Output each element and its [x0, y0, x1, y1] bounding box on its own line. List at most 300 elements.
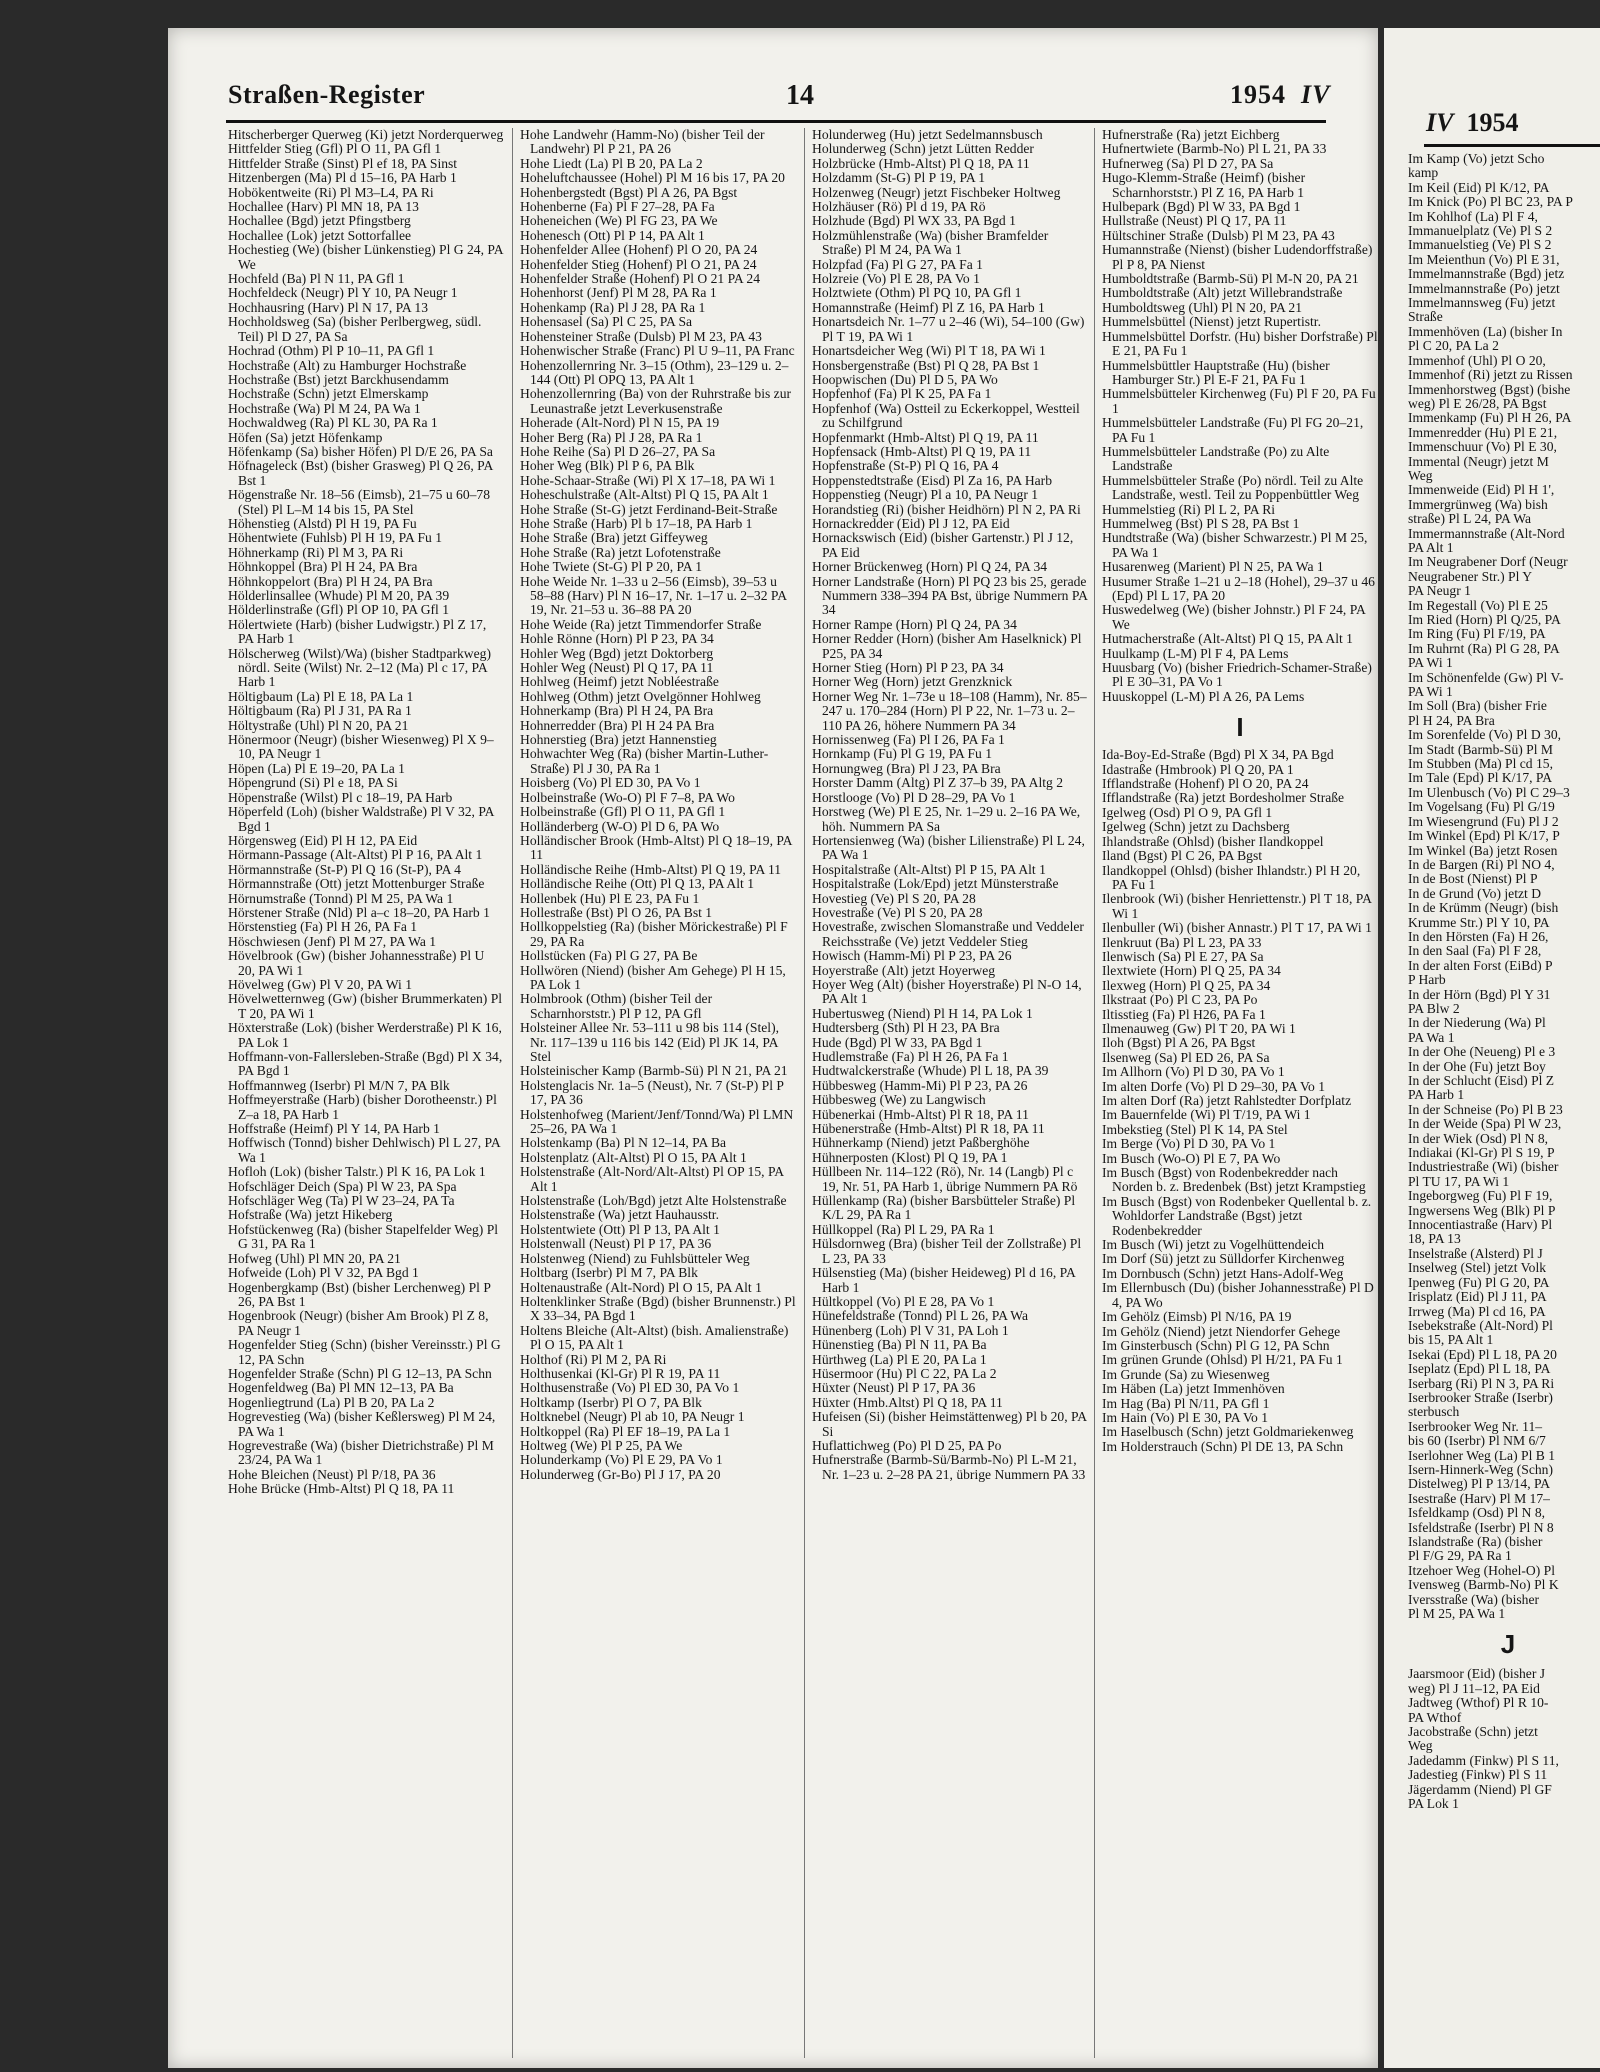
register-entry: Hitzenbergen (Ma) Pl d 15–16, PA Harb 1	[228, 170, 457, 186]
register-entry: Hufeisen (Si) (bisher Heimstättenweg) Pl b 20, PA Si	[812, 1409, 1087, 1439]
register-entry: Hogrevestieg (Wa) (bisher Keßlersweg) Pl M 24, PA Wa 1	[228, 1409, 496, 1439]
register-entry: Hopfenmarkt (Hmb-Altst) Pl Q 19, PA 11	[812, 429, 1039, 445]
register-entry: Hummelsbüttel Dorfstr. (Hu) bisher Dorfstraße) Pl E 21, PA Fu 1	[1102, 328, 1378, 359]
next-page-line: bis 15, PA Alt 1	[1408, 1332, 1494, 1348]
next-page-line: weg) Pl J 11–12, PA Eid	[1408, 1680, 1540, 1696]
register-entry: Hopfenhof (Fa) Pl K 25, PA Fa 1	[812, 386, 992, 402]
next-volume: IV	[1426, 108, 1454, 137]
register-entry: Im Gehölz (Niend) jetzt Niendorfer Gehege	[1102, 1323, 1341, 1339]
register-entry: Hopfensack (Hmb-Altst) Pl Q 19, PA 11	[812, 443, 1032, 459]
register-entry: Hörmannstraße (St-P) Pl Q 16 (St-P), PA 4	[228, 861, 461, 877]
register-entry: Holstenstraße (Wa) jetzt Hauhausstr.	[520, 1207, 719, 1223]
register-entry: Hültkoppel (Vo) Pl E 28, PA Vo 1	[812, 1293, 995, 1309]
register-entry: Holunderweg (Hu) jetzt Sedelmannsbusch	[812, 128, 1043, 142]
register-entry: Hobökentweite (Ri) Pl M3–L4, PA Ri	[228, 184, 434, 200]
register-entry: Horner Weg Nr. 1–73e u 18–108 (Hamm), Nr. 85–247 u. 170–284 (Horn) Pl P 22, Nr. 1–73 u. 2–110 PA 26, höhere Nummern PA 34	[812, 688, 1087, 733]
register-entry: Hullstraße (Neust) Pl Q 17, PA 11	[1102, 213, 1287, 229]
next-page-line: Ivensweg (Barmb-No) Pl K	[1408, 1577, 1559, 1593]
register-entry: Hopfenstraße (St-P) Pl Q 16, PA 4	[812, 458, 999, 474]
register-entry: Hummelsbüttel (Nienst) jetzt Rupertistr.	[1102, 314, 1321, 330]
register-entry: Homannstraße (Heimf) Pl Z 16, PA Harb 1	[812, 299, 1045, 315]
register-entry: Hulbepark (Bgd) Pl W 33, PA Bgd 1	[1102, 199, 1301, 215]
register-entry: Hübenerstraße (Hmb-Altst) Pl R 18, PA 11	[812, 1121, 1045, 1137]
register-entry: Im Ellernbusch (Du) (bisher Johannesstraße) Pl D 4, PA Wo	[1102, 1280, 1374, 1310]
register-entry: Ilkstraat (Po) Pl C 23, PA Po	[1102, 992, 1258, 1008]
register-entry: Hochhausring (Harv) Pl N 17, PA 13	[228, 299, 428, 315]
next-page-line: Im Schönenfelde (Gw) Pl V-	[1408, 669, 1564, 685]
register-entry: Honsbergenstraße (Bst) Pl Q 28, PA Bst 1	[812, 357, 1040, 373]
register-entry: Horner Stieg (Horn) Pl P 23, PA 34	[812, 660, 1004, 676]
next-page-line: Im Sorenfelde (Vo) Pl D 30,	[1408, 727, 1562, 743]
next-page-line: PA Alt 1	[1408, 539, 1454, 555]
register-entry: Hudtersberg (Sth) Pl H 23, PA Bra	[812, 1020, 1000, 1036]
next-page-line: Immergrünweg (Wa) bish	[1408, 496, 1548, 512]
register-entry: Hutmacherstraße (Alt-Altst) Pl Q 15, PA Alt 1	[1102, 631, 1353, 647]
register-entry: Holsteiner Allee Nr. 53–111 u 98 bis 114 (Stel), Nr. 117–139 u 116 bis 142 (Eid) Pl JK 14, PA Stel	[520, 1020, 780, 1064]
next-page-line: Im Ried (Horn) Pl Q/25, PA	[1408, 612, 1561, 627]
register-entry: Holbeinstraße (Wo-O) Pl F 7–8, PA Wo	[520, 789, 735, 805]
register-entry: Huswedelweg (We) (bisher Johnstr.) Pl F 24, PA We	[1102, 602, 1366, 632]
register-entry: Hünefeldstraße (Tonnd) Pl L 26, PA Wa	[812, 1308, 1029, 1324]
register-entry: Ida-Boy-Ed-Straße (Bgd) Pl X 34, PA Bgd	[1102, 747, 1334, 763]
register-entry: Holmbrook (Othm) (bisher Teil der Scharnhorststr.) Pl P 12, PA Gfl	[520, 991, 713, 1021]
register-entry: Hohe Weide Nr. 1–33 u 2–56 (Eimsb), 39–53 u 58–88 (Harv) Pl N 16–17, Nr. 1–17 u. 2–32 PA 19, Nr. 21–53 u. 36–88 PA 20	[520, 573, 787, 618]
register-entry: Im Busch (Bgst) von Rodenbeker Quellental b. z. Wohldorfer Landstraße (Bgst) jetzt Rodenbekredder	[1102, 1193, 1372, 1238]
register-entry: Humboldtstraße (Barmb-Sü) Pl M-N 20, PA 21	[1102, 271, 1359, 287]
register-entry: Humboldtsweg (Uhl) Pl N 20, PA 21	[1102, 299, 1303, 315]
register-entry: Hönermoor (Neugr) (bisher Wiesenweg) Pl X 9–10, PA Neugr 1	[228, 732, 494, 762]
register-entry: Hoffstraße (Heimf) Pl Y 14, PA Harb 1	[228, 1121, 440, 1137]
next-page-line: PA Harb 1	[1408, 1087, 1465, 1103]
register-entry: Höpengrund (Si) Pl e 18, PA Si	[228, 775, 398, 791]
next-page-line: 18, PA 13	[1408, 1231, 1461, 1247]
register-entry: Holstenplatz (Alt-Altst) Pl O 15, PA Alt 1	[520, 1149, 747, 1165]
next-year: 1954	[1466, 108, 1519, 137]
register-entry: Hörgensweg (Eid) Pl H 12, PA Eid	[228, 832, 418, 848]
register-entry: Hornackswisch (Eid) (bisher Gartenstr.) Pl J 12, PA Eid	[812, 530, 1074, 560]
register-entry: Hoppenstedtstraße (Eisd) Pl Za 16, PA Harb	[812, 472, 1053, 488]
next-page-line: In der alten Forst (EiBd) P	[1408, 957, 1553, 973]
register-entry: Hörnumstraße (Tonnd) Pl M 25, PA Wa 1	[228, 890, 454, 906]
next-page-line: Im Tale (Epd) Pl K/17, PA	[1408, 770, 1553, 786]
next-page-line: Ipenweg (Fu) Pl G 20, PA	[1408, 1274, 1550, 1290]
register-entry: Hochallee (Harv) Pl MN 18, PA 13	[228, 199, 419, 215]
register-entry: Hofstraße (Wa) jetzt Hikeberg	[228, 1207, 393, 1223]
register-entry: Holthusenkai (Kl-Gr) Pl R 19, PA 11	[520, 1365, 721, 1381]
next-page-line: Inselstraße (Alsterd) Pl J	[1408, 1245, 1543, 1261]
register-entry: Holunderweg (Schn) jetzt Lütten Redder	[812, 141, 1034, 157]
next-page-line: Immental (Neugr) jetzt M	[1408, 453, 1549, 469]
register-entry: Holstenstraße (Loh/Bgd) jetzt Alte Holstenstraße	[520, 1193, 787, 1209]
register-entry: Hohensasel (Sa) Pl C 25, PA Sa	[520, 314, 693, 330]
register-entry: Hovestieg (Ve) Pl S 20, PA 28	[812, 890, 976, 906]
register-entry: Högenstraße Nr. 18–56 (Eimsb), 21–75 u 60–78 (Stel) Pl L–M 14 bis 15, PA Stel	[228, 487, 491, 517]
register-entry: Höhenstieg (Alstd) Pl H 19, PA Fu	[228, 515, 417, 531]
register-entry: Humboldtstraße (Alt) jetzt Willebrandstraße	[1102, 285, 1343, 301]
register-entry: Hochfeld (Ba) Pl N 11, PA Gfl 1	[228, 271, 405, 287]
register-entry: Holunderweg (Gr-Bo) Pl J 17, PA 20	[520, 1466, 721, 1482]
register-entry: Höhnerkamp (Ri) Pl M 3, PA Ri	[228, 544, 404, 560]
register-entry: Hohenzollernring Nr. 3–15 (Othm), 23–129 u. 2–144 (Ott) Pl OPQ 13, PA Alt 1	[520, 357, 789, 387]
next-page-line: Weg	[1408, 1738, 1433, 1754]
register-entry: Hummelsbüttler Hauptstraße (Hu) (bisher Hamburger Str.) Pl E-F 21, PA Fu 1	[1102, 357, 1330, 387]
next-page-line: Immelmannstraße (Bgd) jetz	[1408, 266, 1565, 282]
register-entry: Hochholdsweg (Sa) (bisher Perlbergweg, südl. Teil) Pl D 27, PA Sa	[228, 314, 482, 344]
register-entry: Im Haselbusch (Schn) jetzt Goldmariekenweg	[1102, 1424, 1354, 1440]
register-entry: Ilenkruut (Ba) Pl L 23, PA 33	[1102, 934, 1262, 950]
register-entry: Huulkamp (L-M) Pl F 4, PA Lems	[1102, 645, 1289, 661]
register-entry: Hölscherweg (Wilst)/Wa) (bisher Stadtparkweg) nördl. Seite (Wilst) Nr. 2–12 (Ma) Pl c 17, PA Harb 1	[228, 645, 491, 690]
register-entry: Hohenfelder Straße (Hohenf) Pl O 21 PA 24	[520, 271, 760, 287]
register-entry: Hoheluftchaussee (Hohel) Pl M 16 bis 17, PA 20	[520, 170, 785, 186]
next-page-line: Jadtweg (Wthof) Pl R 10-	[1408, 1695, 1549, 1711]
register-entry: Holzbrücke (Hmb-Altst) Pl Q 18, PA 11	[812, 155, 1030, 171]
register-entry: Holländischer Brook (Hmb-Altst) Pl Q 18–19, PA 11	[520, 832, 792, 863]
register-entry: Hummelsbütteler Landstraße (Po) zu Alte Landstraße	[1102, 443, 1330, 474]
register-entry: Hünenstieg (Ba) Pl N 11, PA Ba	[812, 1337, 987, 1353]
next-page-line: P Harb	[1408, 972, 1446, 988]
register-entry: Im Busch (Wi) jetzt zu Vogelhüttendeich	[1102, 1237, 1325, 1253]
next-page-line: Isern-Hinnerk-Weg (Schn)	[1408, 1461, 1553, 1477]
register-entry: Hofschläger Deich (Spa) Pl W 23, PA Spa	[228, 1178, 457, 1194]
register-entry: Hogenbrook (Neugr) (bisher Am Brook) Pl Z 8, PA Neugr 1	[228, 1308, 489, 1338]
next-page-line: In der Weide (Spa) Pl W 23,	[1408, 1116, 1562, 1132]
register-entry: Holtknebel (Neugr) Pl ab 10, PA Neugr 1	[520, 1409, 745, 1425]
register-entry: Husarenweg (Marient) Pl N 25, PA Wa 1	[1102, 559, 1324, 575]
next-page-line: Immenhorstweg (Bgst) (bishe	[1408, 381, 1571, 397]
register-entry: Hochwaldweg (Ra) Pl KL 30, PA Ra 1	[228, 415, 438, 431]
register-entry: Hoyer Weg (Alt) (bisher Hoyerstraße) Pl N-O 14, PA Alt 1	[812, 976, 1082, 1007]
next-page-line: Im Ring (Fu) Pl F/19, PA	[1408, 626, 1546, 642]
register-entry: Hummelweg (Bst) Pl S 28, PA Bst 1	[1102, 515, 1300, 531]
register-entry: Hüllbeen Nr. 114–122 (Rö), Nr. 14 (Langb) Pl c 19, Nr. 51, PA Harb 1, übrige Nummern PA Rö	[812, 1164, 1078, 1194]
next-page-line: Im Vogelsang (Fu) Pl G/19	[1408, 799, 1555, 815]
register-entry: Hohe-Schaar-Straße (Wi) Pl X 17–18, PA Wi 1	[520, 472, 776, 488]
register-entry: Hüxter (Hmb.Altst) Pl Q 18, PA 11	[812, 1394, 1003, 1410]
register-entry: Hohlweg (Heimf) jetzt Nobléestraße	[520, 674, 719, 690]
register-entry: Hoheschulstraße (Alt-Altst) Pl Q 15, PA Alt 1	[520, 487, 769, 503]
next-page-line: Jaarsmoor (Eid) (bisher J	[1408, 1666, 1546, 1682]
next-page-line: In der Wiek (Osd) Pl N 8,	[1408, 1130, 1549, 1146]
register-entry: Ilenwisch (Sa) Pl E 27, PA Sa	[1102, 948, 1264, 964]
next-page-line: PA Blw 2	[1408, 1000, 1460, 1016]
column-2	[520, 128, 796, 2058]
register-entry: Hummelsbütteler Landstraße (Fu) Pl FG 20–21, PA Fu 1	[1102, 415, 1364, 445]
register-entry: Huflattichweg (Po) Pl D 25, PA Po	[812, 1437, 1002, 1453]
next-page-line: In der Ohe (Fu) jetzt Boy	[1408, 1058, 1546, 1074]
next-page-line: Distelweg) Pl P 13/14, PA	[1408, 1476, 1551, 1492]
register-entry: Höltystraße (Uhl) Pl N 20, PA 21	[228, 717, 409, 733]
register-entry: Hopfenhof (Wa) Ostteil zu Eckerkoppel, Westteil zu Schilfgrund	[812, 400, 1080, 431]
next-page-line: Immenschuur (Vo) Pl E 30,	[1408, 439, 1557, 455]
register-entry: Im Ginsterbusch (Schn) Pl G 12, PA Schn	[1102, 1337, 1330, 1353]
volume: IV	[1301, 80, 1331, 109]
register-entry: Hogenfelder Stieg (Schn) (bisher Vereinsstr.) Pl G 12, PA Schn	[228, 1337, 501, 1367]
register-entry: Hohenesch (Ott) Pl P 14, PA Alt 1	[520, 227, 705, 243]
column-3	[812, 128, 1088, 2058]
register-entry: Im Häben (La) jetzt Immenhöven	[1102, 1381, 1285, 1397]
register-entry: Hochstraße (Wa) Pl M 24, PA Wa 1	[228, 400, 421, 416]
next-page-line: In der Schlucht (Eisd) Pl Z	[1408, 1073, 1555, 1088]
register-entry: Holländerberg (W-O) Pl D 6, PA Wo	[520, 818, 720, 834]
next-bottom-lines	[1408, 1667, 1600, 1811]
register-entry: Holstenstraße (Alt-Nord/Alt-Altst) Pl OP 15, PA Alt 1	[520, 1164, 784, 1194]
register-entry: Holunderkamp (Vo) Pl E 29, PA Vo 1	[520, 1452, 723, 1468]
next-page-line: Irrweg (Ma) Pl cd 16, PA	[1408, 1303, 1546, 1319]
next-page-line: Im Winkel (Ba) jetzt Rosen	[1408, 842, 1558, 858]
register-entry: Hornackredder (Eid) Pl J 12, PA Eid	[812, 515, 1010, 531]
register-entry: Hospitalstraße (Alt-Altst) Pl P 15, PA Alt 1	[812, 861, 1046, 877]
register-entry: Hörmannstraße (Ott) jetzt Mottenburger Straße	[228, 876, 485, 892]
register-entry: Hoffmannweg (Iserbr) Pl M/N 7, PA Blk	[228, 1077, 450, 1093]
next-page-line: Irisplatz (Eid) Pl J 11, PA	[1408, 1289, 1547, 1305]
register-entry: Im Grunde (Sa) zu Wiesenweg	[1102, 1366, 1270, 1382]
register-entry: Hohe Brücke (Hmb-Altst) Pl Q 18, PA 11	[228, 1481, 455, 1497]
register-entry: Holtenaustraße (Alt-Nord) Pl O 15, PA Alt 1	[520, 1279, 762, 1295]
next-page-line: Im Kamp (Vo) jetzt Scho	[1408, 152, 1545, 166]
next-page-edge	[1384, 28, 1600, 2068]
next-page-line: bis 60 (Iserbr) Pl NM 6/7	[1408, 1433, 1546, 1449]
next-page-line: weg) Pl E 26/28, PA Bgst	[1408, 395, 1547, 411]
register-entry: Hudtwalckerstraße (Whude) Pl L 18, PA 39	[812, 1063, 1049, 1079]
register-entry: Hoffwisch (Tonnd) bisher Dehlwisch) Pl L 27, PA Wa 1	[228, 1135, 500, 1165]
register-entry: Höfen (Sa) jetzt Höfenkamp	[228, 429, 383, 445]
next-page-line: Ingwersens Weg (Blk) Pl P	[1408, 1202, 1556, 1218]
register-entry: Holländische Reihe (Ott) Pl Q 13, PA Alt 1	[520, 876, 754, 892]
register-entry: Hohenzollernring (Ba) von der Ruhrstraße bis zur Leunastraße jetzt Leverkusenstraße	[520, 386, 792, 416]
register-entry: Höhentwiete (Fuhlsb) Pl H 19, PA Fu 1	[228, 530, 442, 546]
register-entry: Hogrevestraße (Wa) (bisher Dietrichstraße) Pl M 23/24, PA Wa 1	[228, 1437, 494, 1468]
register-entry: Hittfelder Stieg (Gfl) Pl O 11, PA Gfl 1	[228, 141, 442, 157]
next-header-rule	[1424, 144, 1600, 147]
register-entry: Ilmenauweg (Gw) Pl T 20, PA Wi 1	[1102, 1020, 1296, 1036]
register-entry: Holtkamp (Iserbr) Pl O 7, PA Blk	[520, 1394, 702, 1410]
register-entry: Idastraße (Hmbrook) Pl Q 20, PA 1	[1102, 761, 1294, 777]
register-entry: Hohwachter Weg (Ra) (bisher Martin-Luther-Straße) Pl J 30, PA Ra 1	[520, 746, 769, 776]
register-entry: Hummelstieg (Ri) Pl L 2, PA Ri	[1102, 501, 1276, 517]
column-4	[1102, 128, 1378, 2058]
register-entry: Hofweg (Uhl) Pl MN 20, PA 21	[228, 1250, 401, 1266]
register-entry: Hohler Weg (Bgd) jetzt Doktorberg	[520, 645, 714, 661]
next-page-line: Immenhof (Uhl) Pl O 20,	[1408, 352, 1546, 368]
register-entry: Hüllkoppel (Ra) Pl L 29, PA Ra 1	[812, 1221, 995, 1237]
column-divider	[512, 128, 513, 2058]
register-entry: Hornissenweg (Fa) Pl I 26, PA Fa 1	[812, 732, 1005, 748]
register-entry: Holzhude (Bgd) Pl WX 33, PA Bgd 1	[812, 213, 1016, 229]
register-entry: Hohensteiner Straße (Dulsb) Pl M 23, PA 43	[520, 328, 762, 344]
register-entry: Horandstieg (Ri) (bisher Heidhörn) Pl N 2, PA Ri	[812, 501, 1081, 517]
register-entry: Howisch (Hamm-Mi) Pl P 23, PA 26	[812, 948, 1012, 964]
next-page-line: Pl H 24, PA Bra	[1408, 712, 1495, 728]
register-entry: Igelweg (Schn) jetzt zu Dachsberg	[1102, 819, 1290, 835]
register-entry: Hörmann-Passage (Alt-Altst) Pl P 16, PA Alt 1	[228, 847, 483, 863]
next-page-line: Im Wiesengrund (Fu) Pl J 2	[1408, 813, 1559, 829]
next-page-line: Im Ulenbusch (Vo) Pl C 29–3	[1408, 784, 1570, 800]
register-entry: Im grünen Grunde (Ohlsd) Pl H/21, PA Fu 1	[1102, 1352, 1343, 1368]
register-entry: Horstlooge (Vo) Pl D 28–29, PA Vo 1	[812, 789, 1016, 805]
register-entry: Hitscherberger Querweg (Ki) jetzt Norderquerweg	[228, 128, 504, 142]
register-entry: Hogenbergkamp (Bst) (bisher Lerchenweg) Pl P 26, PA Bst 1	[228, 1279, 491, 1309]
register-entry: Hochallee (Lok) jetzt Sottorfallee	[228, 227, 412, 243]
register-entry: Hübbesweg (Hamm-Mi) Pl P 23, PA 26	[812, 1077, 1028, 1093]
register-entry: Im Hag (Ba) Pl N/11, PA Gfl 1	[1102, 1395, 1270, 1411]
register-entry: Holtkoppel (Ra) Pl EF 18–19, PA La 1	[520, 1423, 731, 1439]
next-page-header	[1426, 108, 1518, 138]
register-entry: Hohe Twiete (St-G) Pl P 20, PA 1	[520, 559, 703, 575]
register-entry: Hülsdornweg (Bra) (bisher Teil der Zollstraße) Pl L 23, PA 33	[812, 1236, 1082, 1266]
next-page-line: Pl C 20, PA La 2	[1408, 338, 1499, 354]
next-page-line: Isfeldkamp (Osd) Pl N 8,	[1408, 1505, 1546, 1521]
register-entry: Höxterstraße (Lok) (bisher Werderstraße) Pl K 16, PA Lok 1	[228, 1020, 502, 1050]
next-page-line: PA Lok 1	[1408, 1796, 1459, 1812]
register-entry: Ihlandstraße (Ohlsd) (bisher Ilandkoppel	[1102, 833, 1324, 849]
register-entry: Holländische Reihe (Hmb-Altst) Pl Q 19, PA 11	[520, 861, 782, 877]
register-entry: Huusbarg (Vo) (bisher Friedrich-Schamer-Straße) Pl E 30–31, PA Vo 1	[1102, 660, 1372, 690]
register-entry: Hohe Bleichen (Neust) Pl P/18, PA 36	[228, 1466, 436, 1482]
register-entry: Hoher Weg (Blk) Pl P 6, PA Blk	[520, 458, 695, 474]
next-page-line: In den Hörsten (Fa) H 26,	[1408, 928, 1549, 944]
register-entry: Im Busch (Bgst) von Rodenbekredder nach Norden b. z. Bredenbek (Bst) jetzt Krampstieg	[1102, 1165, 1366, 1195]
register-entry: Hoher Berg (Ra) Pl J 28, PA Ra 1	[520, 429, 703, 445]
register-entry: Horner Rampe (Horn) Pl Q 24, PA 34	[812, 616, 1017, 632]
register-entry: Hölderlinstraße (Gfl) Pl OP 10, PA Gfl 1	[228, 602, 450, 618]
register-entry: Ilenbuller (Wi) (bisher Annastr.) Pl T 17, PA Wi 1	[1102, 920, 1372, 936]
register-entry: Hohenfelder Stieg (Hohenf) Pl O 21, PA 24	[520, 256, 757, 272]
next-page-line: Isebekstraße (Alt-Nord) Pl	[1408, 1317, 1553, 1333]
next-page-line: Indiakai (Kl-Gr) Pl S 19, P	[1408, 1145, 1555, 1161]
next-page-line: Immenhof (Ri) jetzt zu Rissen	[1408, 367, 1573, 383]
next-page-line: Straße	[1408, 309, 1443, 325]
next-page-line: Im Stubben (Ma) Pl cd 15,	[1408, 756, 1553, 772]
register-entry: Horner Weg (Horn) jetzt Grenzknick	[812, 674, 1013, 690]
next-page-line: Iserlohner Weg (La) Pl B 1	[1408, 1447, 1556, 1463]
register-entry: Hollenbek (Hu) Pl E 23, PA Fu 1	[520, 890, 700, 906]
register-entry: Hofloh (Lok) (bisher Talstr.) Pl K 16, PA Lok 1	[228, 1164, 486, 1180]
next-page-line: Jadestieg (Finkw) Pl S 11	[1408, 1767, 1548, 1783]
register-entry: Im Holderstrauch (Schn) Pl DE 13, PA Schn	[1102, 1438, 1344, 1454]
next-page-line: Immenhöven (La) (bisher In	[1408, 323, 1563, 339]
next-page-line: Immermannstraße (Alt-Nord	[1408, 525, 1565, 541]
register-entry: Hövelbrook (Gw) (bisher Johannesstraße) Pl U 20, PA Wi 1	[228, 948, 485, 978]
register-entry: Holstenkamp (Ba) Pl N 12–14, PA Ba	[520, 1135, 727, 1151]
next-page-line: Im Kohlhof (La) Pl F 4,	[1408, 208, 1538, 224]
next-page-line: Im Meienthun (Vo) Pl E 31,	[1408, 251, 1560, 267]
register-entry: Hoisberg (Vo) Pl ED 30, PA Vo 1	[520, 775, 701, 791]
register-entry: Holstenwall (Neust) Pl P 17, PA 36	[520, 1236, 712, 1252]
register-entry: Hohe Weide (Ra) jetzt Timmendorfer Straße	[520, 616, 762, 632]
register-entry: Holthof (Ri) Pl M 2, PA Ri	[520, 1351, 667, 1367]
register-entry: Hochfeldeck (Neugr) Pl Y 10, PA Neugr 1	[228, 285, 458, 301]
register-entry: Huuskoppel (L-M) Pl A 26, PA Lems	[1102, 688, 1305, 704]
register-entry: Iltisstieg (Fa) Pl H26, PA Fa 1	[1102, 1006, 1266, 1022]
next-page-line: Immanuelstieg (Ve) Pl S 2	[1408, 237, 1552, 253]
register-entry: Hollestraße (Bst) Pl O 26, PA Bst 1	[520, 904, 713, 920]
register-entry: Ilextwiete (Horn) Pl Q 25, PA 34	[1102, 963, 1281, 979]
register-entry: Ilsenweg (Sa) Pl ED 26, PA Sa	[1102, 1049, 1270, 1065]
register-entry: Im alten Dorf (Ra) jetzt Rahlstedter Dorfplatz	[1102, 1093, 1352, 1108]
register-entry: Hoffmann-von-Fallersleben-Straße (Bgd) Pl X 34, PA Bgd 1	[228, 1049, 503, 1079]
register-entry: Holzpfad (Fa) Pl G 27, PA Fa 1	[812, 256, 983, 272]
register-entry: Hochstraße (Bst) jetzt Barckhusendamm	[228, 371, 449, 387]
register-entry: Im Dornbusch (Schn) jetzt Hans-Adolf-Weg	[1102, 1265, 1344, 1281]
register-entry: Holzreie (Vo) Pl E 28, PA Vo 1	[812, 271, 980, 287]
register-entry: Höfnageleck (Bst) (bisher Grasweg) Pl Q 26, PA Bst 1	[228, 458, 493, 488]
register-entry: Hoopwischen (Du) Pl D 5, PA Wo	[812, 371, 998, 387]
register-entry: Holzhäuser (Rö) Pl d 19, PA Rö	[812, 199, 986, 215]
register-entry: Hovestraße (Ve) Pl S 20, PA 28	[812, 904, 983, 920]
register-entry: Hörstenstieg (Fa) Pl H 26, PA Fa 1	[228, 919, 418, 935]
register-entry: Hültschiner Straße (Dulsb) Pl M 23, PA 43	[1102, 227, 1335, 243]
register-entry: Horner Brückenweg (Horn) Pl Q 24, PA 34	[812, 559, 1048, 575]
register-entry: Hollkoppelstieg (Ra) (bisher Mörickestraße) Pl F 29, PA Ra	[520, 919, 788, 949]
next-page-line: Immanuelplatz (Ve) Pl S 2	[1408, 223, 1553, 239]
register-entry: Hühnerkamp (Niend) jetzt Paßberghöhe	[812, 1135, 1030, 1151]
next-top-lines	[1408, 152, 1600, 1621]
register-entry: Holtenklinker Straße (Bgd) (bisher Brunnenstr.) Pl X 33–34, PA Bgd 1	[520, 1293, 796, 1324]
next-page-line: straße) Pl L 24, PA Wa	[1408, 511, 1532, 527]
register-entry: Hundtstraße (Wa) (bisher Schwarzestr.) Pl M 25, PA Wa 1	[1102, 530, 1368, 560]
register-entry: Hohe Straße (Ra) jetzt Lofotenstraße	[520, 544, 721, 560]
register-entry: Höperfeld (Loh) (bisher Waldstraße) Pl V 32, PA Bgd 1	[228, 804, 494, 834]
next-page-line: In der Hörn (Bgd) Pl Y 31	[1408, 986, 1551, 1002]
register-entry: Holstentwiete (Ott) Pl P 13, PA Alt 1	[520, 1221, 720, 1237]
next-page-line: Im Keil (Eid) Pl K/12, PA	[1408, 179, 1550, 195]
register-entry: Hugo-Klemm-Straße (Heimf) (bisher Scharnhorststr.) Pl Z 16, PA Harb 1	[1102, 170, 1306, 200]
register-entry: Hohle Rönne (Horn) Pl P 23, PA 34	[520, 631, 714, 647]
register-entry: Igelweg (Osd) Pl O 9, PA Gfl 1	[1102, 804, 1273, 820]
column-divider	[1094, 128, 1095, 2058]
register-entry: Höpenstraße (Wilst) Pl c 18–19, PA Harb	[228, 789, 453, 805]
register-entry: Hoffmeyerstraße (Harb) (bisher Dorotheenstr.) Pl Z–a 18, PA Harb 1	[228, 1092, 497, 1122]
register-entry: Hittfelder Straße (Sinst) Pl ef 18, PA Sinst	[228, 155, 458, 171]
register-entry: Hofschläger Weg (Ta) Pl W 23–24, PA Ta	[228, 1193, 455, 1209]
register-entry: Im Gehölz (Eimsb) Pl N/16, PA 19	[1102, 1309, 1292, 1325]
register-entry: Im Berge (Vo) Pl D 30, PA Vo 1	[1102, 1136, 1276, 1152]
register-entry: Hochstraße (Alt) zu Hamburger Hochstraße	[228, 357, 467, 373]
next-page-line: Immenweide (Eid) Pl H 1',	[1408, 482, 1555, 498]
register-entry: Hollstücken (Fa) Pl G 27, PA Be	[520, 948, 698, 964]
register-entry: Hude (Bgd) Pl W 33, PA Bgd 1	[812, 1034, 983, 1050]
register-entry: Holztwiete (Othm) Pl PQ 10, PA Gfl 1	[812, 285, 1022, 301]
register-entry: Holtweg (We) Pl P 25, PA We	[520, 1437, 683, 1453]
register-entry: Hohe Reihe (Sa) Pl D 26–27, PA Sa	[520, 443, 716, 459]
register-entry: Holzmühlenstraße (Wa) (bisher Bramfelder Straße) Pl M 24, PA Wa 1	[812, 227, 1049, 258]
register-entry: Hörstener Straße (Nld) Pl a–c 18–20, PA Harb 1	[228, 904, 490, 920]
next-page-line: Weg	[1408, 467, 1433, 483]
next-page-line: In der Schneise (Po) Pl B 23	[1408, 1101, 1563, 1117]
register-entry: Hohe Straße (Harb) Pl b 17–18, PA Harb 1	[520, 515, 753, 531]
register-entry: Höhnkoppel (Bra) Pl H 24, PA Bra	[228, 559, 418, 575]
next-page-column	[1408, 152, 1600, 2052]
register-entry: Hohenberne (Fa) Pl F 27–28, PA Fa	[520, 199, 715, 215]
next-page-line: Iserbrooker Straße (Iserbr)	[1408, 1389, 1553, 1405]
register-entry: Hohnerkamp (Bra) Pl H 24, PA Bra	[520, 703, 714, 719]
register-entry: Hornkamp (Fu) Pl G 19, PA Fu 1	[812, 746, 993, 762]
next-page-line: In der Niederung (Wa) Pl	[1408, 1015, 1546, 1031]
register-entry: Hubertusweg (Niend) Pl H 14, PA Lok 1	[812, 1005, 1033, 1021]
page-number: 14	[786, 80, 814, 111]
next-page-line: Isekai (Epd) Pl L 18, PA 20	[1408, 1346, 1557, 1362]
register-entry: Im Dorf (Sü) jetzt zu Sülldorfer Kirchenweg	[1102, 1251, 1345, 1267]
register-entry: Hospitalstraße (Lok/Epd) jetzt Münsterstraße	[812, 876, 1059, 892]
next-page-line: Itzehoer Weg (Hohel-O) Pl	[1408, 1562, 1556, 1578]
register-entry: Hufnerstraße (Barmb-Sü/Barmb-No) Pl L-M 21, Nr. 1–23 u. 2–28 PA 21, übrige Nummern PA 33	[812, 1452, 1086, 1482]
register-entry: Im Busch (Wo-O) Pl E 7, PA Wo	[1102, 1150, 1281, 1166]
next-page-line: sterbusch	[1408, 1404, 1460, 1420]
register-entry: Hohenkamp (Ra) Pl J 28, PA Ra 1	[520, 299, 706, 315]
register-entry: Hofweide (Loh) Pl V 32, PA Bgd 1	[228, 1265, 419, 1281]
register-entry: Hohler Weg (Neust) Pl Q 17, PA 11	[520, 660, 714, 676]
